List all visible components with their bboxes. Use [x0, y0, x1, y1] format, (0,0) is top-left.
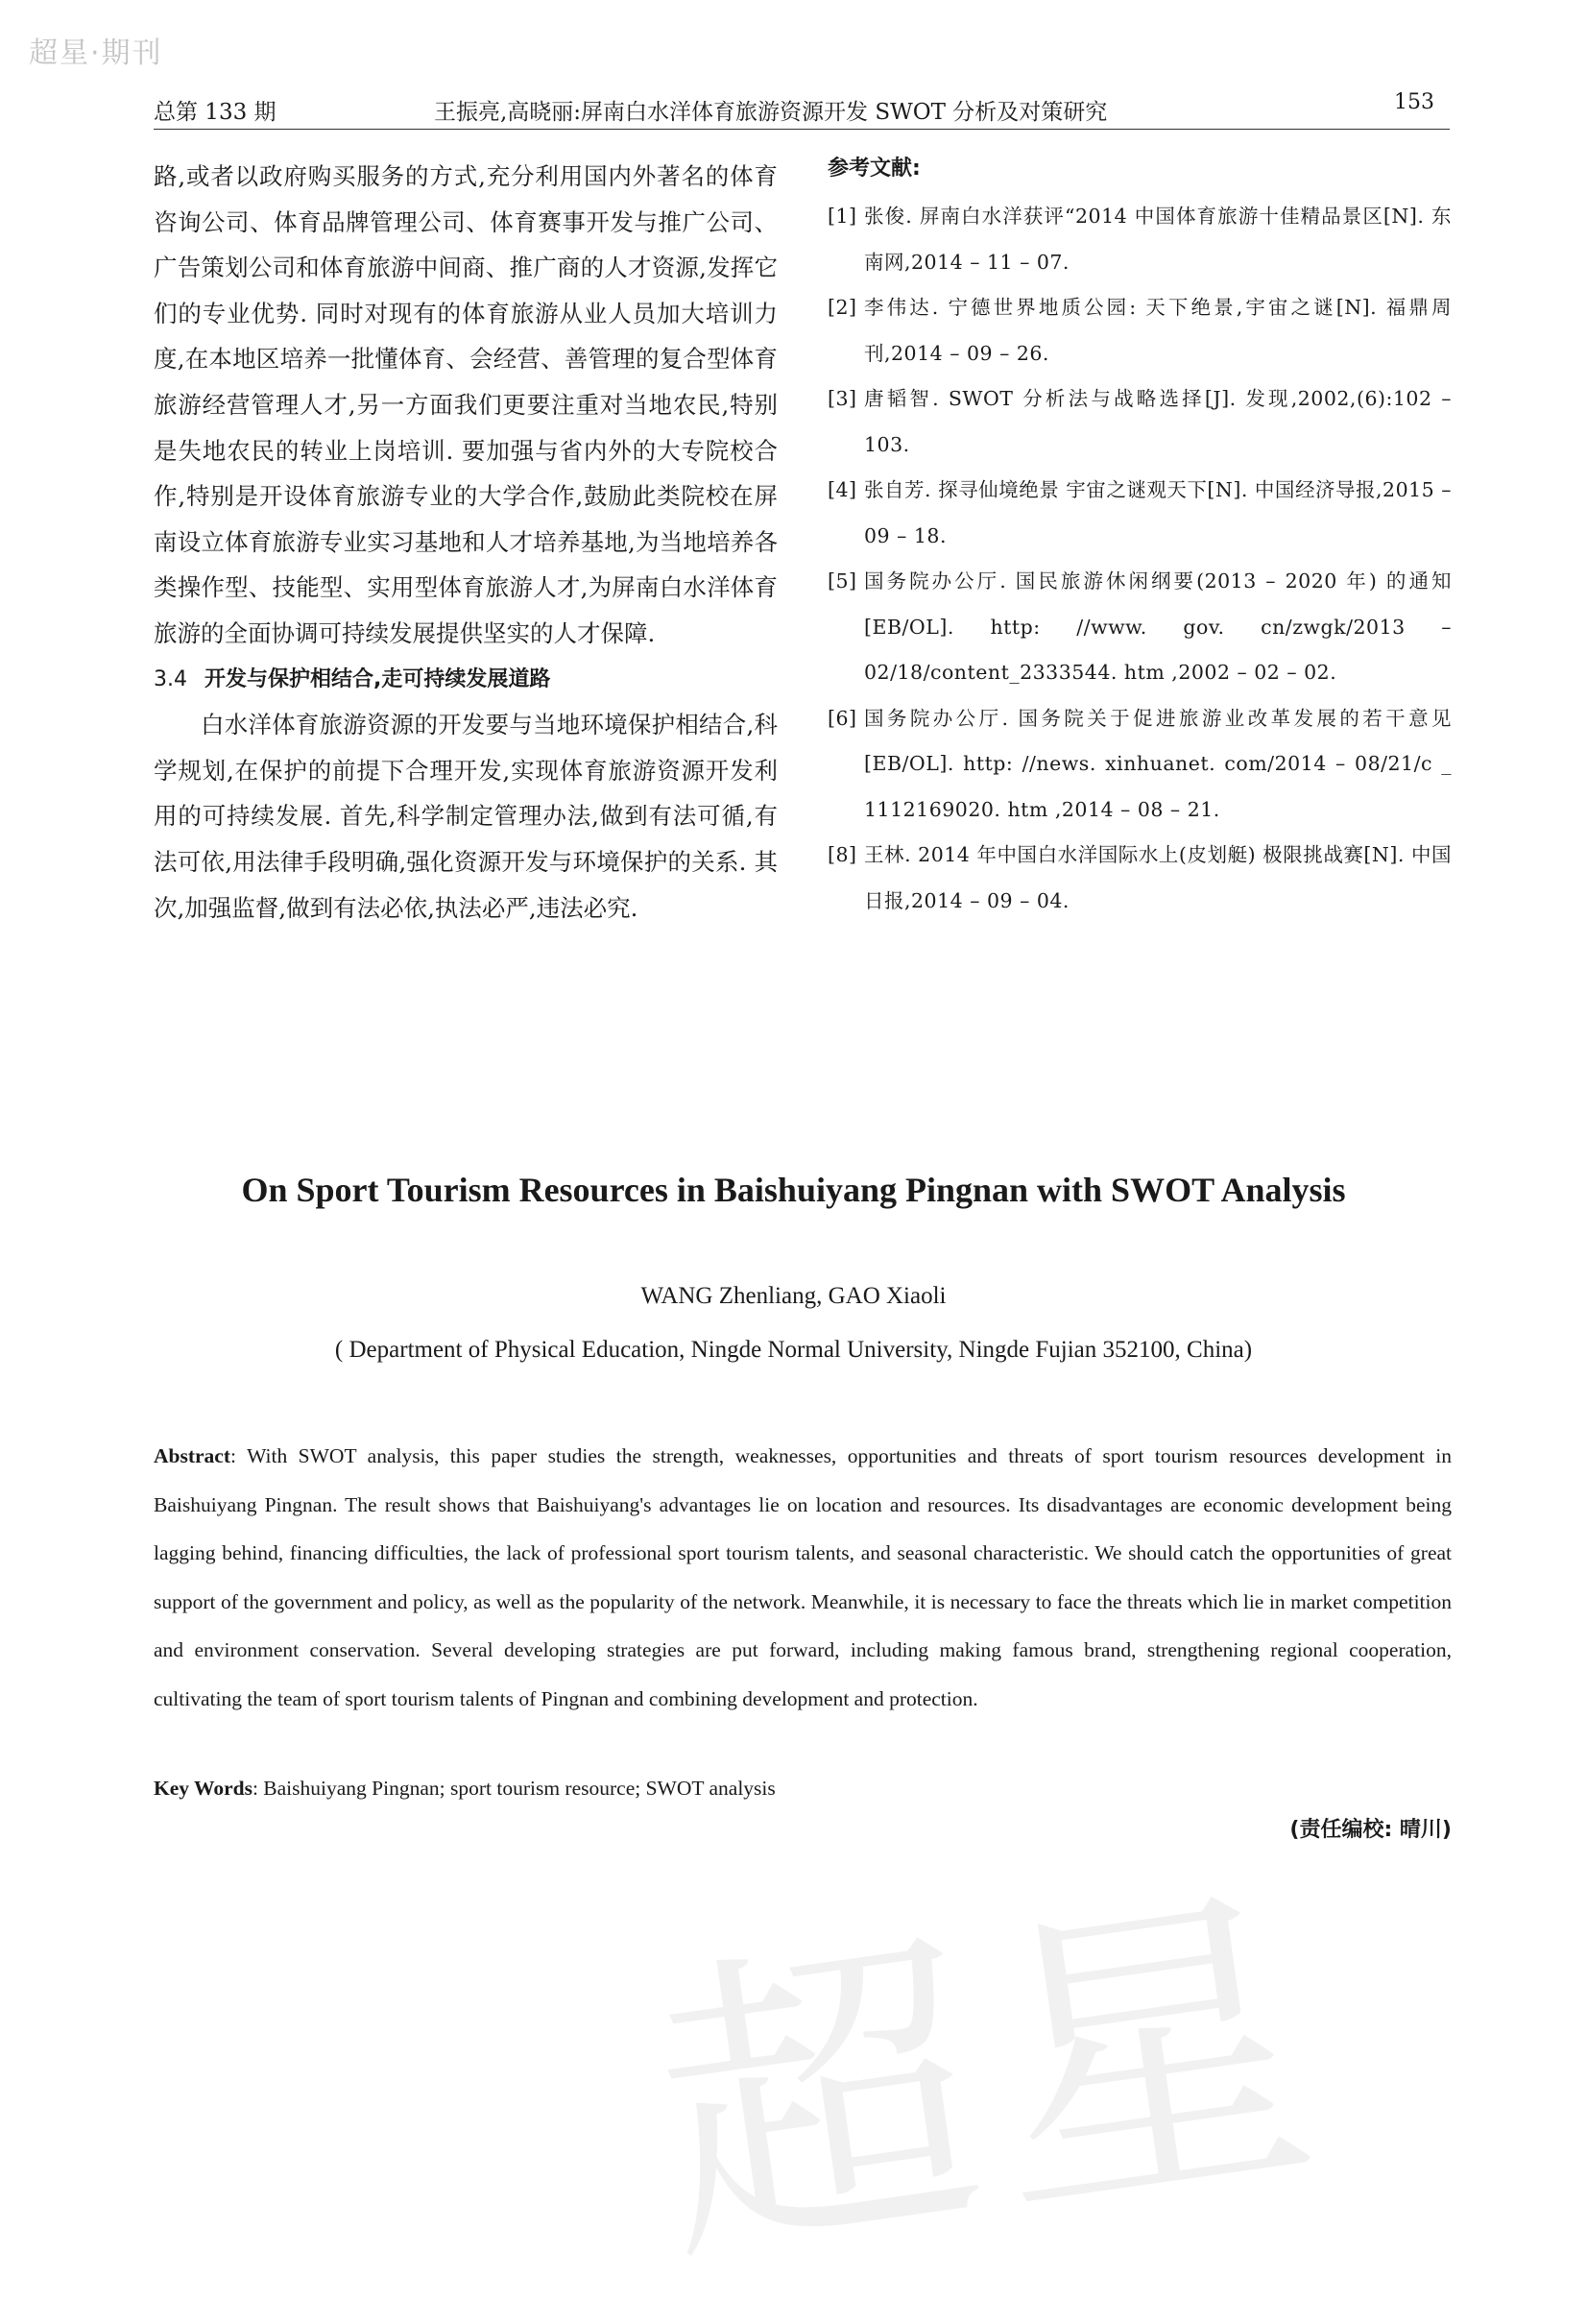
abstract-label: Abstract — [154, 1444, 231, 1467]
reference-item — [828, 194, 1452, 285]
reference-number: [1] — [828, 205, 857, 228]
body-paragraph: 白水洋体育旅游资源的开发要与当地环境保护相结合,科学规划,在保护的前提下合理开发,实现体育旅游资源开发利用的可持续发展. 首先,科学制定管理办法,做到有法可循,有法可依,用法律手段明确,强化资源开发与环境保护的关系. 其次,加强监督,做到有法必依,执法必严,违法必究. — [154, 711, 778, 922]
english-authors: WANG Zhenliang, GAO Xiaoli — [640, 1283, 947, 1309]
left-column — [154, 154, 778, 931]
issue-number: 总第 133 期 — [154, 100, 277, 125]
section-number: 3.4 — [154, 666, 187, 691]
reference-text: 国务院办公厅. 国民旅游休闲纲要(2013 – 2020 年) 的通知[EB/OL]. http: //www. gov. cn/zwgk/2013 – 02/18/content_2333544. htm ,2002 – 02 – 02. — [864, 569, 1452, 684]
section-heading — [154, 657, 778, 703]
reference-text: 国务院办公厅. 国务院关于促进旅游业改革发展的若干意见[EB/OL]. http: //news. xinhuanet. com/2014 – 08/21/c _ 1112169020. htm ,2014 – 08 – 21. — [864, 706, 1452, 821]
keywords-text: : Baishuiyang Pingnan; sport tourism resource; SWOT analysis — [252, 1777, 776, 1800]
editor-note: (责任编校: 晴川) — [1289, 1818, 1452, 1842]
references-column — [828, 154, 1452, 924]
reference-text: 唐韬智. SWOT 分析法与战略选择[J]. 发现,2002,(6):102 – 103. — [864, 387, 1452, 456]
reference-item — [828, 285, 1452, 376]
reference-number: [6] — [828, 706, 857, 730]
reference-text: 张俊. 屏南白水洋获评“2014 中国体育旅游十佳精品景区[N]. 东南网,2014 – 11 – 07. — [864, 205, 1452, 274]
reference-list — [828, 194, 1452, 924]
reference-text: 王林. 2014 年中国白水洋国际水上(皮划艇) 极限挑战赛[N]. 中国日报,2014 – 09 – 04. — [864, 843, 1452, 912]
reference-text: 李伟达. 宁德世界地质公园: 天下绝景,宇宙之谜[N]. 福鼎周刊,2014 – 09 – 26. — [864, 296, 1452, 365]
english-title: On Sport Tourism Resources in Baishuiyang Pingnan with SWOT Analysis — [241, 1171, 1346, 1209]
reference-number: [8] — [828, 843, 857, 866]
english-keywords — [154, 1771, 1452, 1805]
reference-item — [828, 696, 1452, 834]
english-abstract — [154, 1432, 1452, 1723]
reference-number: [2] — [828, 296, 857, 319]
abstract-text: : With SWOT analysis, this paper studies the strength, weaknesses, opportunities and threats of sport tourism resources development in Baishuiyang Pingnan. The result shows that Baishuiyang's advantages lie on location and resources. Its disadvantages are economic development being lagging behind, financing difficulties, the lack of professional sport tourism talents, and seasonal characteristic. We should catch the opportunities of great support of the government and policy, as well as the popularity of the network. Meanwhile, it is necessary to face the threats which lie in market competition and environment conservation. Several developing strategies are put forward, including making famous brand, strengthening regional cooperation, cultivating the team of sport tourism talents of Pingnan and combining development and protection. — [154, 1444, 1452, 1710]
keywords-label: Key Words — [154, 1777, 252, 1800]
running-title: 王振亮,高晓丽:屏南白水洋体育旅游资源开发 SWOT 分析及对策研究 — [434, 100, 1108, 125]
reference-item — [828, 376, 1452, 468]
reference-item — [828, 468, 1452, 559]
page-number: 153 — [1394, 90, 1434, 114]
reference-text: 张自芳. 探寻仙境绝景 宇宙之谜观天下[N]. 中国经济导报,2015 – 09 – 18. — [864, 478, 1452, 547]
references-title: 参考文献: — [828, 157, 921, 181]
reference-number: [3] — [828, 387, 857, 410]
english-affiliation: ( Department of Physical Education, Ningde Normal University, Ningde Fujian 352100, China) — [334, 1337, 1253, 1363]
body-paragraph: 路,或者以政府购买服务的方式,充分利用国内外著名的体育咨询公司、体育品牌管理公司、体育赛事开发与推广公司、广告策划公司和体育旅游中间商、推广商的人才资源,发挥它们的专业优势. 同时对现有的体育旅游从业人员加大培训力度,在本地区培养一批懂体育、会经营、善管理的复合型体育旅游经营管理人才,另一方面我们更要注重对当地农民,特别是失地农民的转业上岗培训. 要加强与省内外的大专院校合作,特别是开设体育旅游专业的大学合作,鼓励此类院校在屏南设立体育旅游专业实习基地和人才培养基地,为当地培养各类操作型、技能型、实用型体育旅游人才,为屏南白水洋体育旅游的全面协调可持续发展提供坚实的人才保障. — [154, 162, 778, 647]
reference-number: [4] — [828, 478, 857, 501]
section-title: 开发与保护相结合,走可持续发展道路 — [204, 666, 551, 691]
reference-item — [828, 559, 1452, 696]
running-header — [154, 92, 1450, 130]
watermark-logo: 超星·期刊 — [29, 36, 163, 70]
reference-number: [5] — [828, 569, 857, 593]
reference-item — [828, 833, 1452, 924]
background-watermark: 超星 — [634, 1849, 1352, 2309]
